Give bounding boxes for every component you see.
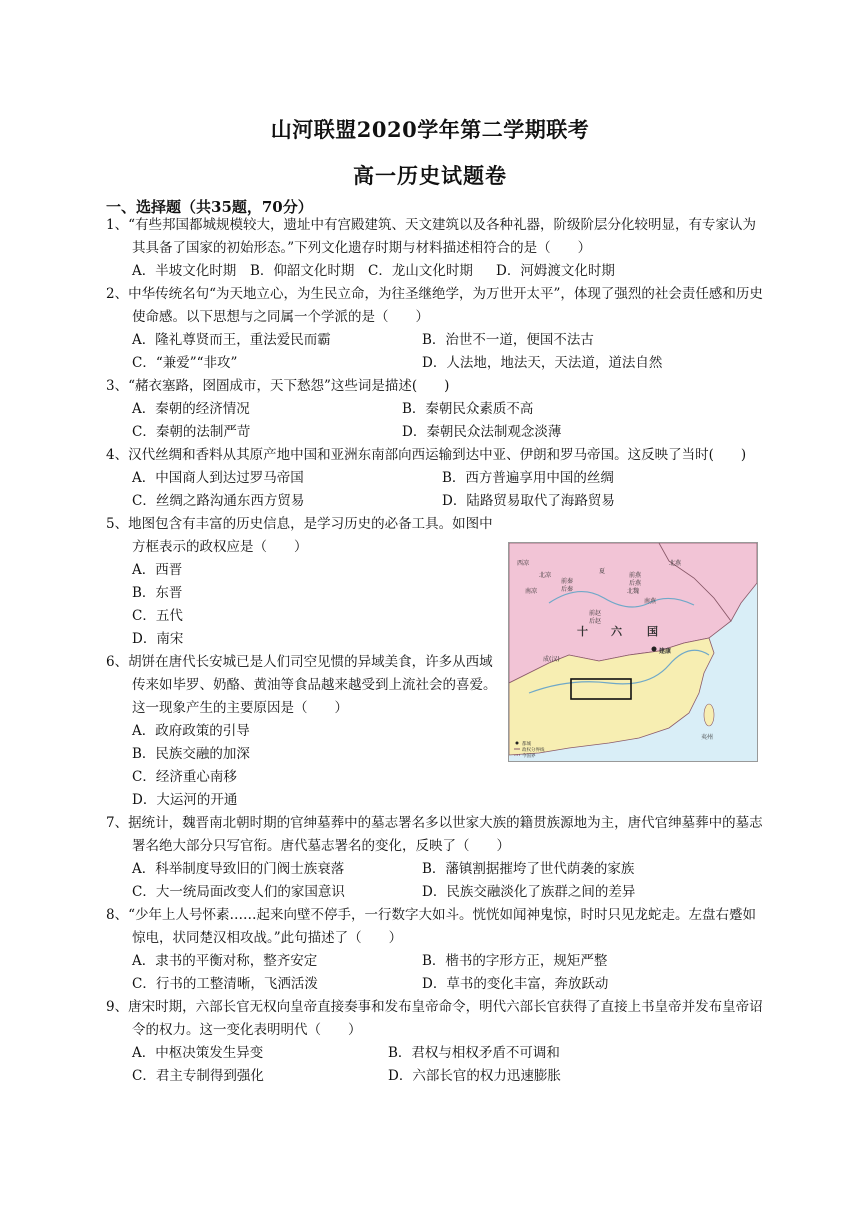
option-d[interactable]: D．人法地，地法天，天法道，道法自然	[422, 355, 663, 371]
historical-map	[508, 542, 758, 762]
option-d[interactable]: D．草书的变化丰富，奔放跃动	[422, 976, 609, 992]
option-c[interactable]: C．行书的工整清晰，飞洒活泼	[132, 976, 318, 992]
map-label: 建康	[659, 648, 672, 655]
option-b[interactable]: B．楷书的字形方正，规矩严整	[422, 953, 608, 969]
question-stem: 3、“赭衣塞路，囹圄成市，天下愁怨”这些词是描述( )	[106, 378, 450, 394]
map-label: 前赵	[589, 610, 602, 617]
option-d[interactable]: D．民族交融淡化了族群之间的差异	[422, 884, 636, 900]
question-3	[106, 375, 766, 444]
map-label: 后秦	[561, 586, 574, 593]
option-a[interactable]: A．中国商人到达过罗马帝国	[132, 470, 304, 486]
option-b[interactable]: B．东晋	[132, 585, 183, 601]
option-c[interactable]: C．君主专制得到强化	[132, 1068, 264, 1084]
question-stem: 2、中华传统名句“为天地立心，为生民立命，为往圣继绝学，为万世开太平”，体现了强烈的社会责任感和历史使命感。以下思想与之同属一个学派的是（ ）	[106, 286, 763, 325]
option-c[interactable]: C．秦朝的法制严苛	[132, 424, 251, 440]
question-stem: 1、“有些邦国都城规模较大，遗址中有宫殿建筑、天文建筑以及各种礼器，阶级阶层分化较明显，有专家认为其具备了国家的初始形态。”下列文化遗存时期与材料描述相符合的是（ ）	[106, 217, 756, 256]
exam-subtitle: 高一历史试题卷	[353, 163, 507, 188]
option-d[interactable]: D．陆路贸易取代了海路贸易	[442, 493, 615, 509]
taiwan-island	[704, 704, 714, 726]
map-label: 成(汉)	[543, 656, 560, 663]
option-c[interactable]: C．五代	[132, 608, 183, 624]
question-stem: 8、“少年上人号怀素……起来向壁不停手，一行数字大如斗。恍恍如闻神鬼惊，时时只见龙蛇走。左盘右蹙如惊电，状同楚汉相攻战。”此句描述了（ ）	[106, 907, 756, 946]
map-title-char: 六	[611, 625, 622, 638]
option-c[interactable]: C．经济重心南移	[132, 769, 237, 785]
option-b[interactable]: B．治世不一道，便国不法古	[422, 332, 594, 348]
map-label: 西凉	[517, 560, 530, 567]
option-b[interactable]: B．西方普遍享用中国的丝绸	[442, 470, 614, 486]
map-label: 夏	[599, 568, 606, 575]
option-d[interactable]: D．大运河的开通	[132, 792, 238, 808]
option-b[interactable]: B．民族交融的加深	[132, 746, 250, 762]
map-label: 后赵	[589, 618, 602, 625]
question-stem: 7、据统计，魏晋南北朝时期的官绅墓葬中的墓志署名多以世家大族的籍贯族源地为主，唐代官绅墓葬中的墓志署名绝大部分只写官衔。唐代墓志署名的变化，反映了（ ）	[106, 815, 763, 854]
question-4	[106, 444, 766, 513]
question-9	[106, 996, 766, 1088]
option-b[interactable]: B．仰韶文化时期	[250, 263, 355, 279]
exam-title: 山河联盟2020学年第二学期联考	[270, 117, 590, 142]
question-2	[106, 283, 766, 375]
question-stem: 9、唐宋时期，六部长官无权向皇帝直接奏事和发布皇帝命令，明代六部长官获得了直接上书皇帝并发布皇帝诏令的权力。这一变化表明明代（ ）	[106, 999, 763, 1038]
option-a[interactable]: A．秦朝的经济情况	[132, 401, 250, 417]
option-a[interactable]: A．科举制度导致旧的门阀士族衰落	[132, 861, 345, 877]
map-label: 南燕	[644, 598, 657, 605]
question-stem: 5、地图包含有丰富的历史信息，是学习历史的必备工具。如图中方框表示的政权应是（ ）	[106, 516, 493, 555]
question-stem: 6、胡饼在唐代长安城已是人们司空见惯的异域美食，许多从西域传来如毕罗、奶酪、黄油等食品越来越受到上流社会的喜爱。这一现象产生的主要原因是（ ）	[106, 654, 497, 716]
map-label: 夷州	[701, 734, 714, 741]
option-d[interactable]: D．河姆渡文化时期	[496, 263, 615, 279]
map-label: 前秦	[561, 578, 574, 585]
option-c[interactable]: C．“兼爱”“非攻”	[132, 355, 238, 371]
option-c[interactable]: C．大一统局面改变人们的家国意识	[132, 884, 345, 900]
legend-item: 都城	[522, 742, 531, 747]
map-label: 北魏	[627, 588, 640, 595]
option-a[interactable]: A．中枢决策发生异变	[132, 1045, 264, 1061]
option-d[interactable]: D．南宋	[132, 631, 184, 647]
map-label: 北燕	[669, 560, 682, 567]
option-a[interactable]: A．隆礼尊贤而王，重法爱民而霸	[132, 332, 331, 348]
map-label: 后燕	[629, 580, 642, 587]
option-b[interactable]: B．藩镇割据摧垮了世代荫袭的家族	[422, 861, 635, 877]
question-7	[106, 812, 766, 904]
option-d[interactable]: D．秦朝民众法制观念淡薄	[402, 424, 562, 440]
question-8	[106, 904, 766, 996]
option-d[interactable]: D．六部长官的权力迅速膨胀	[388, 1068, 561, 1084]
map-label: 南凉	[525, 588, 538, 595]
map-label: 北凉	[539, 572, 552, 579]
legend-item: 今国界	[522, 754, 536, 759]
map-title-char: 国	[647, 625, 658, 638]
option-c[interactable]: C．丝绸之路沟通东西方贸易	[132, 493, 305, 509]
option-a[interactable]: A．半坡文化时期	[132, 263, 237, 279]
question-stem: 4、汉代丝绸和香料从其原产地中国和亚洲东南部向西运输到达中亚、伊朗和罗马帝国。这反映了当时( )	[106, 447, 747, 463]
option-b[interactable]: B．君权与相权矛盾不可调和	[388, 1045, 560, 1061]
legend-item: 政权分界线	[522, 748, 545, 753]
option-b[interactable]: B．秦朝民众素质不高	[402, 401, 534, 417]
map-title-char: 十	[577, 625, 588, 638]
option-a[interactable]: A．隶书的平衡对称，整齐安定	[132, 953, 318, 969]
option-a[interactable]: A．西晋	[132, 562, 183, 578]
question-1	[106, 214, 766, 283]
section-heading: 一、选择题（共35题，70分）	[106, 198, 313, 216]
option-c[interactable]: C．龙山文化时期	[368, 263, 473, 279]
map-label: 前燕	[629, 572, 642, 579]
capital-marker	[652, 647, 657, 652]
option-a[interactable]: A．政府政策的引导	[132, 723, 250, 739]
